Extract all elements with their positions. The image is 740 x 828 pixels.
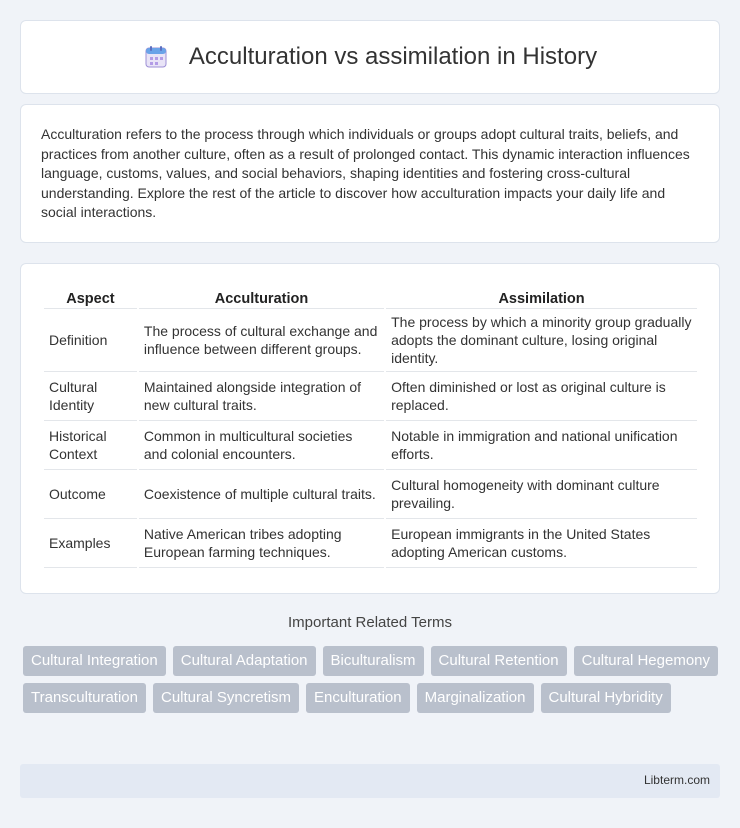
- table-cell-aspect: Outcome: [44, 470, 137, 519]
- table-cell-assimilation: The process by which a minority group gradually adopts the dominant culture, losing original identity.: [386, 309, 697, 372]
- related-terms-list: [23, 646, 723, 713]
- column-header-acculturation: Acculturation: [139, 285, 384, 309]
- related-terms-title: Important Related Terms: [288, 614, 452, 631]
- table-cell-assimilation: European immigrants in the United States adopting American customs.: [386, 519, 697, 568]
- related-term-tag[interactable]: Marginalization: [417, 683, 534, 713]
- table-cell-assimilation: Often diminished or lost as original culture is replaced.: [386, 372, 697, 421]
- comparison-table: [42, 285, 699, 568]
- comparison-table-card: [20, 263, 720, 594]
- column-header-assimilation: Assimilation: [386, 285, 697, 309]
- related-term-tag[interactable]: Cultural Retention: [431, 646, 567, 676]
- table-cell-aspect: Historical Context: [44, 421, 137, 470]
- table-header-row: [44, 285, 697, 309]
- footer-site-link[interactable]: Libterm.com: [643, 773, 710, 787]
- related-term-tag[interactable]: Transculturation: [23, 683, 146, 713]
- table-cell-aspect: Examples: [44, 519, 137, 568]
- page-title: Acculturation vs assimilation in History: [188, 43, 598, 70]
- intro-card: [20, 104, 720, 243]
- table-cell-acculturation: Maintained alongside integration of new cultural traits.: [139, 372, 384, 421]
- related-term-tag[interactable]: Cultural Hybridity: [541, 683, 671, 713]
- related-term-tag[interactable]: Cultural Integration: [23, 646, 166, 676]
- intro-text: Acculturation refers to the process through which individuals or groups adopt cultural traits, beliefs, and practices from another culture, often as a result of prolonged contact. This dynamic interaction influences language, customs, values, and social behaviors, shaping identities and fostering cross-cultural understanding. Explore the rest of the article to discover how acculturation impacts your daily life and social interactions.: [41, 126, 690, 220]
- table-cell-assimilation: Cultural homogeneity with dominant culture prevailing.: [386, 470, 697, 519]
- table-row: [44, 421, 697, 470]
- table-row: [44, 470, 697, 519]
- table-cell-assimilation: Notable in immigration and national unification efforts.: [386, 421, 697, 470]
- table-cell-acculturation: The process of cultural exchange and influence between different groups.: [139, 309, 384, 372]
- table-cell-aspect: Definition: [44, 309, 137, 372]
- related-term-tag[interactable]: Cultural Adaptation: [173, 646, 316, 676]
- column-header-aspect: Aspect: [44, 285, 137, 309]
- footer: [20, 764, 720, 798]
- table-cell-acculturation: Coexistence of multiple cultural traits.: [139, 470, 384, 519]
- related-term-tag[interactable]: Enculturation: [306, 683, 410, 713]
- header-card: [20, 20, 720, 94]
- table-row: [44, 372, 697, 421]
- calendar-icon: [143, 44, 169, 70]
- table-row: [44, 519, 697, 568]
- table-cell-aspect: Cultural Identity: [44, 372, 137, 421]
- header: [143, 43, 597, 71]
- related-term-tag[interactable]: Cultural Syncretism: [153, 683, 299, 713]
- table-row: [44, 309, 697, 372]
- related-term-tag[interactable]: Biculturalism: [323, 646, 424, 676]
- related-term-tag[interactable]: Cultural Hegemony: [574, 646, 718, 676]
- table-cell-acculturation: Native American tribes adopting European farming techniques.: [139, 519, 384, 568]
- table-cell-acculturation: Common in multicultural societies and colonial encounters.: [139, 421, 384, 470]
